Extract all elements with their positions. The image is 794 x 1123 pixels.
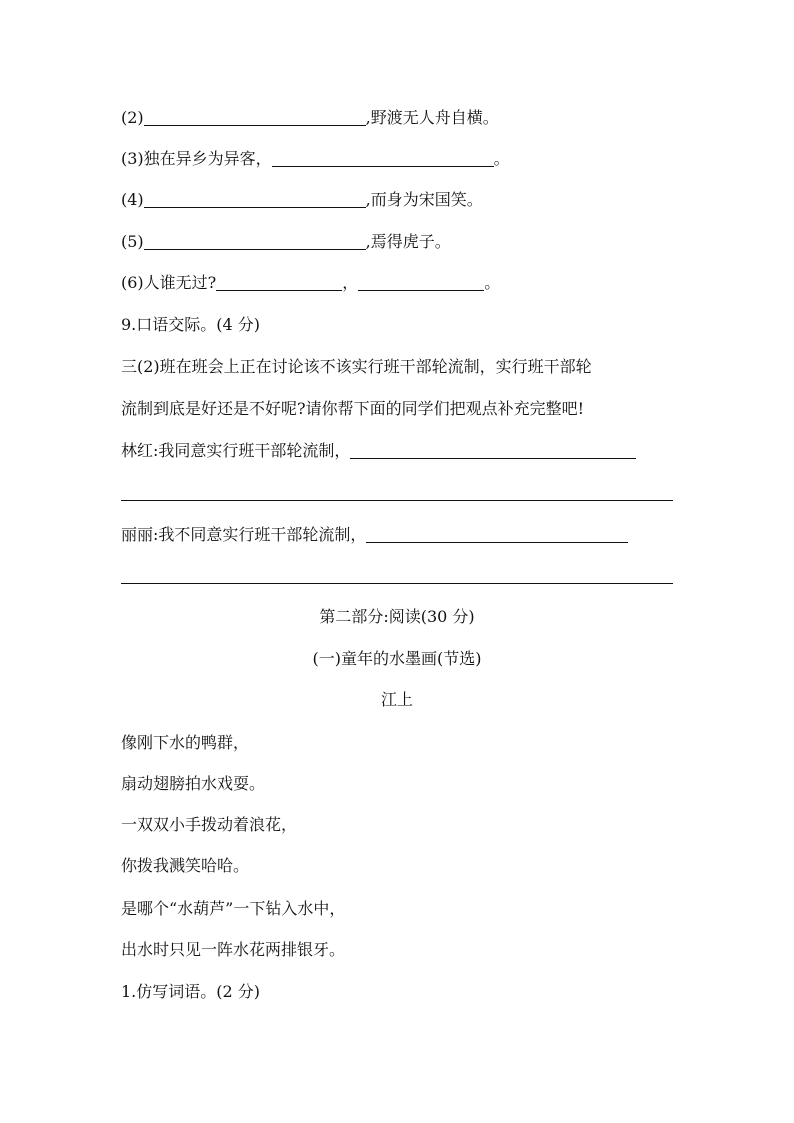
poem-title: 江上 xyxy=(380,690,413,709)
answer-blank[interactable] xyxy=(144,191,366,208)
blank-line-2-prefix: (2) xyxy=(121,108,144,127)
answer-blank[interactable] xyxy=(216,274,342,291)
poem-line: 像刚下水的鸭群， xyxy=(121,733,250,752)
blank-line-6-middle: ， xyxy=(342,273,359,292)
answer-blank[interactable] xyxy=(358,274,484,291)
blank-line-4-suffix: ,而身为宋国笑。 xyxy=(365,190,483,209)
blank-line-4-prefix: (4) xyxy=(121,190,144,209)
blank-line-3 xyxy=(121,148,510,170)
question-9-prompt-line-2: 流制到底是好还是不好呢?请你帮下面的同学们把观点补充完整吧! xyxy=(121,399,585,418)
blank-line-6-suffix: 。 xyxy=(484,273,501,292)
blank-line-3-suffix: 。 xyxy=(493,149,510,168)
answer-1-continuation-line[interactable] xyxy=(121,500,673,501)
poem-line: 是哪个“水葫芦”一下钻入水中， xyxy=(121,899,346,918)
answer-blank[interactable] xyxy=(272,150,494,167)
answer-2-row xyxy=(121,524,628,546)
blank-line-5-prefix: (5) xyxy=(121,232,144,251)
blank-line-2-suffix: ,野渡无人舟自横。 xyxy=(365,108,499,127)
blank-line-6 xyxy=(121,272,500,294)
blank-line-3-prefix: (3)独在异乡为异客， xyxy=(121,149,272,168)
blank-line-2 xyxy=(121,107,499,129)
blank-line-4 xyxy=(121,189,483,211)
answer-1-label: 林红:我同意实行班干部轮流制， xyxy=(121,441,351,460)
question-9-prompt-line-1: 三(2)班在班会上正在讨论该不该实行班干部轮流制，实行班干部轮 xyxy=(121,357,592,376)
part-2-heading: 第二部分:阅读(30 分) xyxy=(319,607,475,626)
poem-line: 你拨我溅笑哈哈。 xyxy=(121,856,250,875)
poem-line: 一双双小手拨动着浪花， xyxy=(121,815,298,834)
reading-section-title: (一)童年的水墨画(节选) xyxy=(312,649,482,668)
blank-line-5-suffix: ,焉得虎子。 xyxy=(365,232,451,251)
poem-line: 出水时只见一阵水花两排银牙。 xyxy=(121,940,346,959)
answer-blank[interactable] xyxy=(144,109,366,126)
answer-2-label: 丽丽:我不同意实行班干部轮流制， xyxy=(121,525,367,544)
answer-2-continuation-line[interactable] xyxy=(121,583,673,584)
blank-line-5 xyxy=(121,231,451,253)
poem-line: 扇动翅膀拍水戏耍。 xyxy=(121,774,266,793)
answer-blank[interactable] xyxy=(366,526,628,543)
blank-line-6-prefix: (6)人谁无过? xyxy=(121,273,217,292)
answer-blank[interactable] xyxy=(350,442,636,459)
answer-blank[interactable] xyxy=(144,233,366,250)
reading-question-1: 1.仿写词语。(2 分) xyxy=(121,982,261,1001)
question-9-title: 9.口语交际。(4 分) xyxy=(121,315,261,334)
answer-1-row xyxy=(121,440,636,462)
